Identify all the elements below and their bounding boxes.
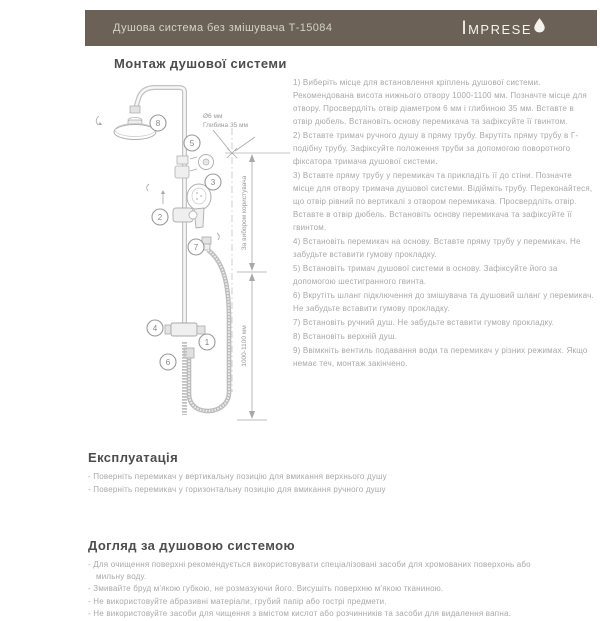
step-5: 5) Встановіть тримач душової системи в основу. Зафіксуйте його за допомогою шестигранного гвинта. bbox=[293, 264, 558, 286]
step-1: 1) Виберіть місце для встановлення кріплень душової системи. Рекомендована висота нижнього отвору 1000-1100 мм. Позначте місце для отвору. Просвердліть отвір діаметром 6 мм і глибиною 35 мм. Вставте в отвір дюбель. Встановіть основу перемикача та зафіксуйте її гвинтом. bbox=[293, 78, 587, 126]
care-section bbox=[88, 538, 548, 621]
step-2: 2) Вставте тримач ручного душу в пряму трубу. Вкрутіть пряму трубу в Г-подібну трубу. Зафіксуйте положення труби за допомогою поворотного фіксатора тримача душової системи. bbox=[293, 131, 579, 166]
operation-heading: Експлуатація bbox=[88, 450, 179, 465]
dimension-mount-height bbox=[237, 273, 267, 420]
water-drop-icon bbox=[534, 18, 545, 33]
step-7: 7) Встановіть ручний душ. Не забудьте вставити гумову прокладку. bbox=[293, 318, 555, 327]
operation-item: - Поверніть перемикач у вертикальну позицію для вмикання верхнього душу bbox=[88, 472, 387, 481]
hole-depth-label: Глибина 35 мм bbox=[203, 122, 248, 129]
svg-text:3: 3 bbox=[210, 178, 216, 187]
callout-1 bbox=[199, 334, 215, 350]
step-6: 6) Вкрутіть шланг підключення до змішувача та душовий шланг у перемикач. Не забудьте вставити гумову прокладку. bbox=[293, 291, 594, 313]
wall-reference-line bbox=[225, 128, 290, 392]
step-3: 3) Вставте пряму трубу у перемикач та прикладіть її до стіни. Позначте місце для отвору тримача душової системи. Відійміть трубу. Переконайтеся, що отвір рівний по вертикалі з отвором перемикача. Просвердліть отвір. Вставте в отвір дюбель. Встановіть основу перемикача та зафіксуйте її гвинтом. bbox=[293, 171, 593, 232]
header-bar bbox=[85, 10, 597, 46]
callout-7 bbox=[188, 239, 204, 255]
svg-text:8: 8 bbox=[155, 119, 161, 128]
brand-name: IMPRESE bbox=[461, 17, 532, 39]
svg-text:6: 6 bbox=[165, 358, 171, 367]
operation-list bbox=[88, 471, 548, 495]
drill-hole-marker bbox=[213, 130, 255, 158]
callout-3 bbox=[205, 174, 221, 190]
step-8: 8) Встановіть верхній душ. bbox=[293, 332, 398, 341]
care-list bbox=[88, 559, 548, 620]
callout-6 bbox=[160, 354, 176, 370]
page-title: Душова система без змішувача Т-15084 bbox=[113, 22, 333, 34]
operation-item: - Поверніть перемикач у горизонтальну позицію для вмикання ручного душу bbox=[88, 484, 386, 494]
hole-diameter-label: Ø6 мм bbox=[203, 113, 223, 120]
care-item: - Не використовуйте засоби для чищення з вмістом кислот або розчинників та засоби для видалення вапна. bbox=[88, 609, 512, 618]
brand-logo bbox=[461, 19, 545, 38]
callout-2 bbox=[152, 209, 168, 225]
callout-4 bbox=[147, 320, 163, 336]
step-9: 9) Ввімкніть вентиль подавання води та перемикач у різних режимах. Якщо немає теч, монтаж закінчено. bbox=[293, 346, 588, 368]
care-item: - Змивайте бруд м'якою губкою, не розмазуючи його. Висушіть поверхню м'якою тканиною. bbox=[88, 584, 444, 593]
hose-connector bbox=[202, 233, 219, 250]
callout-8 bbox=[150, 115, 166, 131]
care-item: - Для очищення поверхні рекомендується використовувати спеціалізовані засоби для хромованих поверхонь або мильну воду. bbox=[88, 560, 531, 581]
upper-wall-bracket bbox=[175, 155, 214, 179]
svg-text:4: 4 bbox=[152, 324, 158, 333]
svg-text:5: 5 bbox=[189, 139, 195, 148]
callout-5 bbox=[184, 135, 200, 151]
user-choice-label: За вибором користувача bbox=[241, 175, 248, 251]
mount-height-label: 1000-1100 мм bbox=[241, 325, 248, 367]
svg-text:1: 1 bbox=[204, 338, 210, 347]
step-4: 4) Встановіть перемикач на основу. Вставте пряму трубу у перемикач. Не забудьте вставити гумову прокладку. bbox=[293, 237, 581, 259]
svg-text:7: 7 bbox=[193, 243, 199, 252]
shower-diagram bbox=[85, 80, 300, 480]
svg-text:2: 2 bbox=[157, 213, 163, 222]
care-item: - Не використовуйте абразивні матеріали, грубий папір або гострі предмети. bbox=[88, 596, 387, 606]
operation-section bbox=[88, 450, 548, 496]
montage-heading: Монтаж душової системи bbox=[114, 56, 287, 71]
overhead-shower bbox=[96, 106, 156, 140]
dimension-user-choice bbox=[237, 154, 267, 272]
installation-steps bbox=[293, 76, 595, 371]
care-heading: Догляд за душовою системою bbox=[88, 538, 295, 553]
